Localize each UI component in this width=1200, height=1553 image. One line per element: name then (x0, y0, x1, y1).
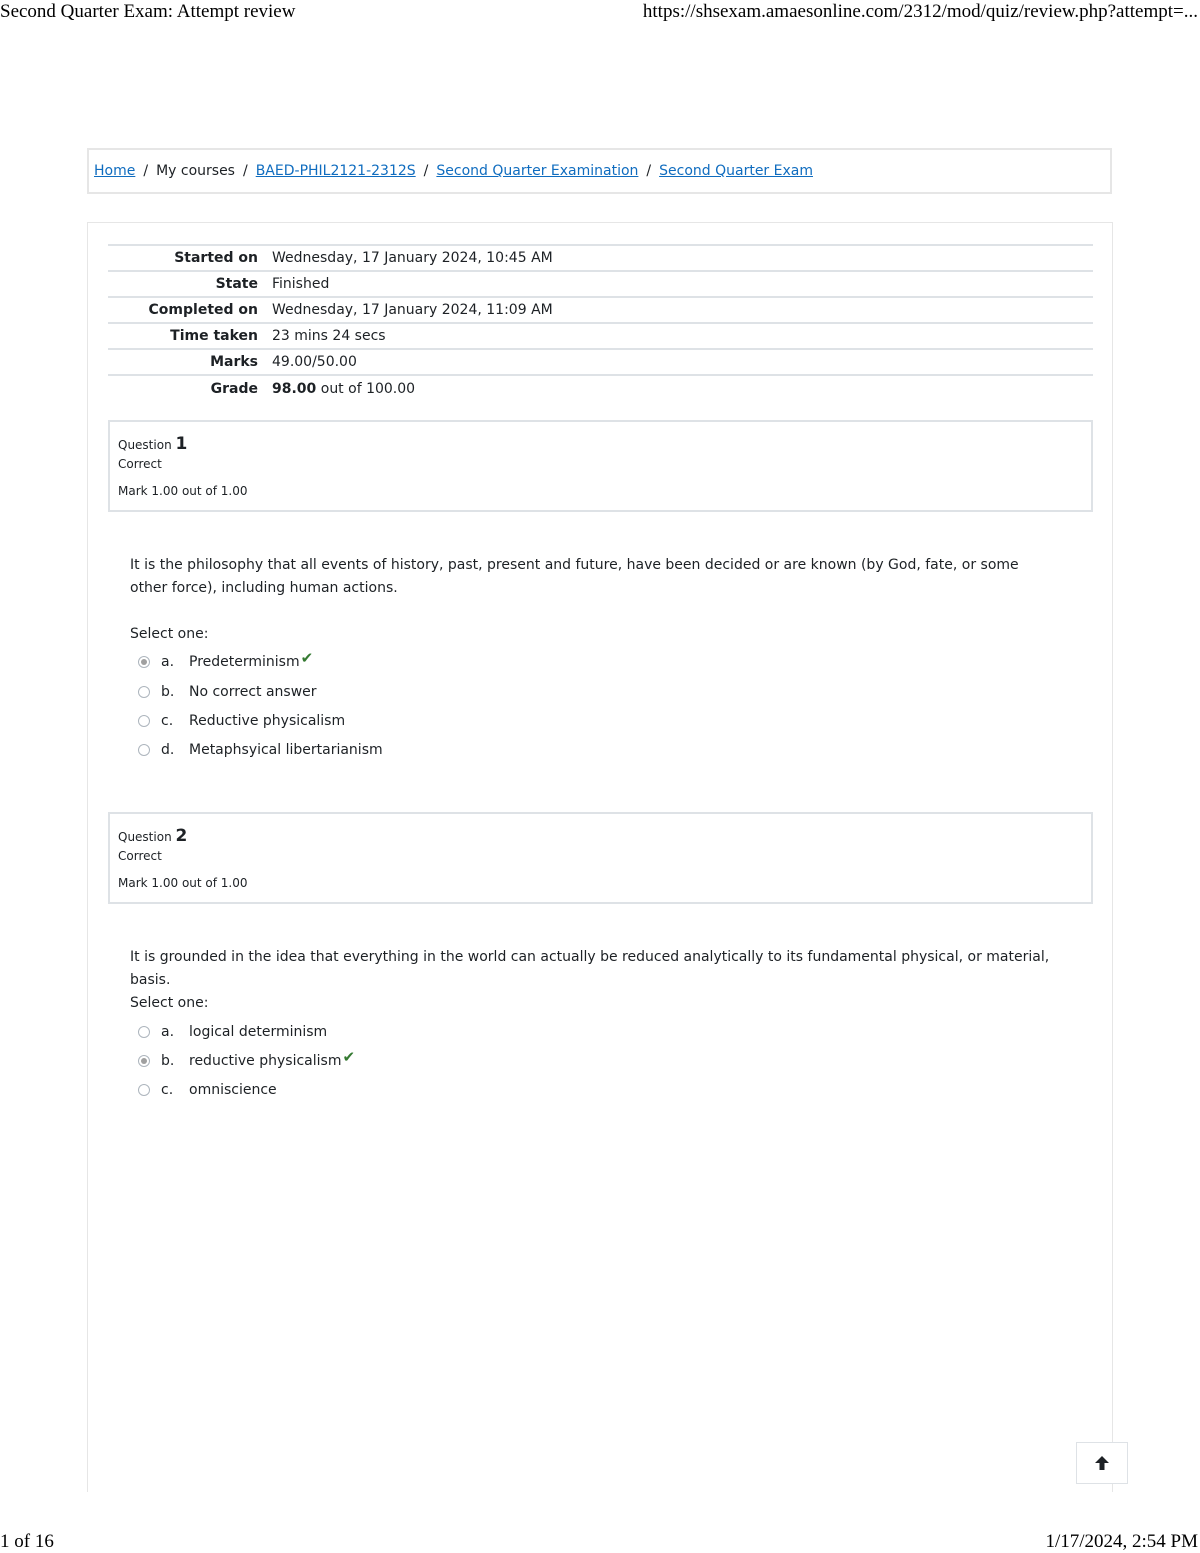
summary-value: Wednesday, 17 January 2024, 11:09 AM (272, 302, 553, 318)
summary-label: Started on (174, 250, 258, 266)
question-text-1: It is the philosophy that all events of history, past, present and future, have been decided or are known (by God, fate, or some other force), including human actions. (130, 557, 1019, 596)
breadcrumb-quiz[interactable]: Second Quarter Exam (659, 163, 813, 179)
breadcrumb-separator: / (143, 163, 149, 179)
answer-letter: a. (161, 654, 175, 670)
summary-row-marks (108, 349, 1093, 375)
answer-text: Metaphsyical libertarianism (189, 742, 383, 758)
breadcrumb-separator: / (423, 163, 429, 179)
select-one-prompt: Select one: (130, 626, 209, 642)
question-number: 2 (175, 826, 188, 846)
answer-text: logical determinism (189, 1024, 328, 1040)
question-info-1 (108, 420, 1093, 512)
question-grade: Mark 1.00 out of 1.00 (118, 876, 248, 890)
summary-value: Wednesday, 17 January 2024, 10:45 AM (272, 250, 553, 266)
summary-row-started (108, 245, 1093, 271)
answer-letter: a. (161, 1024, 175, 1040)
breadcrumb-course[interactable]: BAED-PHIL2121-2312S (255, 163, 416, 179)
answer-text: No correct answer (189, 684, 317, 700)
print-header-title: Second Quarter Exam: Attempt review (0, 1, 296, 22)
radio-button[interactable] (138, 1026, 150, 1038)
print-header-url: https://shsexam.amaesonline.com/2312/mod/quiz/review.php?attempt=... (642, 1, 1198, 22)
summary-value: 23 mins 24 secs (272, 328, 386, 344)
answer-option[interactable] (138, 680, 317, 704)
summary-row-completed (108, 297, 1093, 323)
summary-label: Grade (210, 380, 258, 397)
summary-value (272, 375, 1093, 401)
answer-text: reductive physicalism (189, 1053, 342, 1069)
question-number: 1 (175, 434, 188, 454)
main-content (87, 222, 1113, 1492)
question-label: Question (118, 438, 172, 452)
answer-option[interactable] (138, 709, 345, 733)
answer-letter: c. (161, 713, 174, 729)
check-icon: ✔ (342, 1048, 356, 1066)
question-info-2 (108, 812, 1093, 904)
breadcrumb-separator: / (646, 163, 652, 179)
summary-label: Marks (210, 354, 258, 370)
summary-label: Completed on (148, 302, 258, 318)
question-text-2: It is grounded in the idea that everything in the world can actually be reduced analytically to its fundamental physical, or material, basis. (130, 949, 1050, 988)
summary-row-time-taken (108, 323, 1093, 349)
radio-button[interactable] (138, 686, 150, 698)
print-footer-page: 1 of 16 (0, 1531, 54, 1552)
answer-option[interactable] (138, 650, 313, 674)
radio-button[interactable] (138, 744, 150, 756)
answer-text: Predeterminism (189, 654, 300, 670)
breadcrumb-my-courses: My courses (156, 163, 235, 179)
question-state: Correct (118, 849, 162, 863)
breadcrumb-home[interactable]: Home (94, 163, 136, 179)
print-footer-datetime: 1/17/2024, 2:54 PM (1045, 1531, 1198, 1552)
summary-row-grade (108, 375, 1093, 401)
question-label: Question (118, 830, 172, 844)
arrow-up-icon (1093, 1454, 1111, 1472)
answer-option[interactable] (138, 1078, 277, 1102)
question-grade: Mark 1.00 out of 1.00 (118, 484, 248, 498)
answer-letter: b. (161, 684, 175, 700)
answer-option[interactable] (138, 1049, 355, 1073)
answer-text: omniscience (189, 1082, 277, 1098)
question-state: Correct (118, 457, 162, 471)
answer-letter: b. (161, 1053, 175, 1069)
answer-text: Reductive physicalism (189, 713, 346, 729)
summary-value: 49.00/50.00 (272, 354, 357, 370)
answer-option[interactable] (138, 1020, 327, 1044)
radio-button[interactable] (138, 715, 150, 727)
answer-letter: c. (161, 1082, 174, 1098)
breadcrumb (87, 148, 1112, 194)
summary-row-state (108, 271, 1093, 297)
check-icon: ✔ (300, 649, 314, 667)
summary-value: Finished (272, 276, 330, 292)
radio-button-selected[interactable] (138, 1055, 150, 1067)
breadcrumb-section[interactable]: Second Quarter Examination (436, 163, 639, 179)
attempt-summary-table (108, 244, 1093, 401)
summary-label: State (215, 276, 258, 292)
breadcrumb-separator: / (242, 163, 248, 179)
radio-button[interactable] (138, 1084, 150, 1096)
back-to-top-button[interactable] (1076, 1442, 1128, 1484)
select-one-prompt: Select one: (130, 995, 209, 1011)
grade-out-of: out of 100.00 (316, 380, 416, 397)
radio-button-selected[interactable] (138, 656, 150, 668)
grade-value: 98.00 (272, 380, 317, 397)
answer-letter: d. (161, 742, 175, 758)
summary-label: Time taken (170, 328, 258, 344)
answer-option[interactable] (138, 738, 383, 762)
